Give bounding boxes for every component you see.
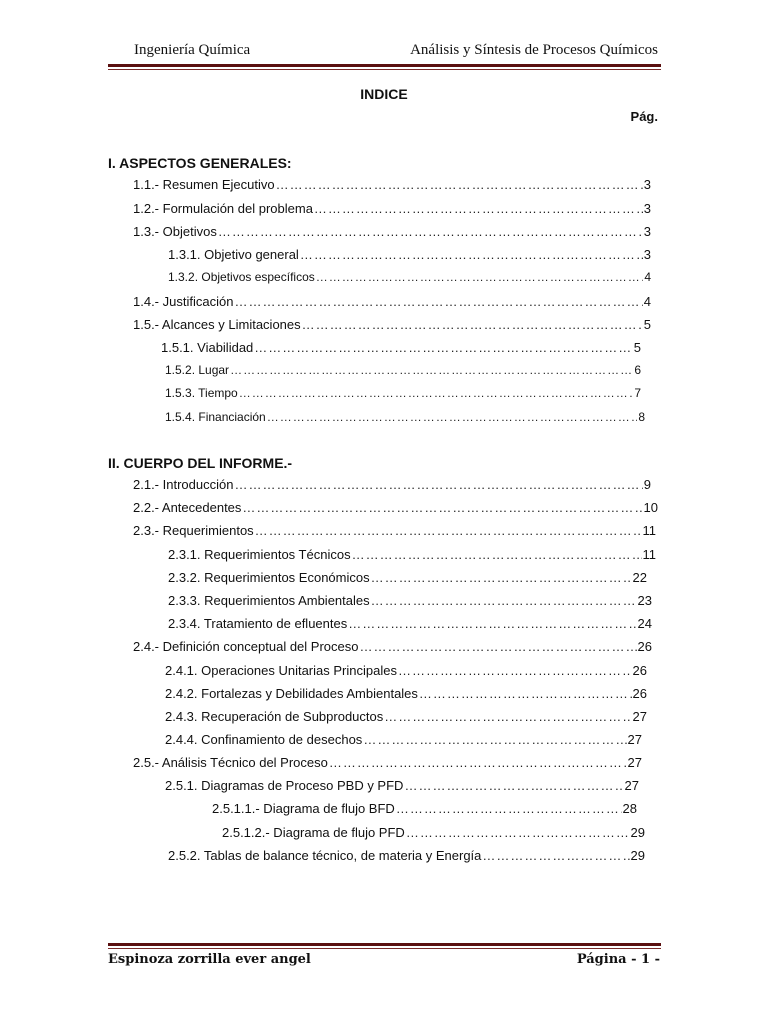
toc-leader <box>363 732 626 747</box>
toc-entry-label: 1.5.1. Viabilidad <box>161 340 254 355</box>
toc-entry[interactable] <box>161 340 641 360</box>
toc-entry-label: 1.5.4. Financiación <box>165 410 266 424</box>
toc-leader <box>316 270 644 284</box>
toc-entry[interactable] <box>168 848 645 868</box>
toc-entry[interactable] <box>133 523 656 543</box>
toc-leader <box>234 477 642 492</box>
toc-leader <box>302 317 643 332</box>
toc-entry-page: 3 <box>643 201 651 216</box>
footer-page-number: Página - 1 - <box>576 952 660 967</box>
toc-entry-label: 2.1.- Introducción <box>133 477 234 492</box>
toc-entry-label: 2.4.1. Operaciones Unitarias Principales <box>165 663 397 678</box>
toc-entry[interactable] <box>168 270 651 290</box>
toc-entry[interactable] <box>133 177 651 197</box>
toc-entry-page: 29 <box>630 825 645 840</box>
toc-entry-label: 2.5.1.2.- Diagrama de flujo PFD <box>222 825 405 840</box>
toc-entry-page: 24 <box>637 616 652 631</box>
toc-leader <box>384 709 631 724</box>
toc-entry-page: 10 <box>643 500 658 515</box>
toc-leader <box>406 825 630 840</box>
toc-entry[interactable] <box>133 755 642 775</box>
toc-entry[interactable] <box>133 224 651 244</box>
toc-leader <box>419 686 632 701</box>
toc-entry-label: 1.3.- Objetivos <box>133 224 217 239</box>
toc-entry-label: 2.3.4. Tratamiento de efluentes <box>168 616 348 631</box>
toc-entry[interactable] <box>165 363 641 383</box>
toc-leader <box>218 224 643 239</box>
toc-leader <box>482 848 629 863</box>
toc-leader <box>300 247 643 262</box>
toc-leader <box>314 201 643 216</box>
index-title: INDICE <box>360 86 408 102</box>
toc-entry-page: 3 <box>643 247 651 262</box>
toc-entry-label: 2.5.1.1.- Diagrama de flujo BFD <box>212 801 395 816</box>
page-header <box>134 42 658 62</box>
toc-leader <box>348 616 636 631</box>
header-right-text: Análisis y Síntesis de Procesos Químicos <box>410 42 658 58</box>
toc-entry[interactable] <box>168 616 652 636</box>
toc-entry-page: 9 <box>643 477 651 492</box>
toc-entry-label: 2.5.1. Diagramas de Proceso PBD y PFD <box>165 778 404 793</box>
toc-leader <box>254 340 632 355</box>
toc-entry-label: 2.5.- Análisis Técnico del Proceso <box>133 755 328 770</box>
toc-entry[interactable] <box>133 294 651 314</box>
toc-entry[interactable] <box>168 547 656 567</box>
toc-entry-page: 4 <box>643 294 651 309</box>
toc-entry-page: 11 <box>642 523 656 538</box>
footer-rule <box>108 943 661 946</box>
toc-entry-page: 26 <box>632 663 647 678</box>
toc-entry-label: 1.1.- Resumen Ejecutivo <box>133 177 275 192</box>
toc-entry-label: 2.3.1. Requerimientos Técnicos <box>168 547 351 562</box>
toc-entry-label: 1.3.1. Objetivo general <box>168 247 299 262</box>
toc-entry[interactable] <box>165 732 642 752</box>
toc-entry[interactable] <box>133 317 651 337</box>
toc-leader <box>329 755 627 770</box>
toc-entry-page: 3 <box>643 224 651 239</box>
toc-entry-page: 5 <box>633 340 641 355</box>
toc-entry-label: 2.4.3. Recuperación de Subproductos <box>165 709 384 724</box>
toc-leader <box>352 547 642 562</box>
toc-entry[interactable] <box>133 477 651 497</box>
toc-entry[interactable] <box>133 639 652 659</box>
toc-leader <box>371 570 632 585</box>
footer-author: Espinoza zorrilla ever angel <box>108 952 311 967</box>
toc-entry-page: 27 <box>627 755 642 770</box>
toc-leader <box>396 801 622 816</box>
toc-entry[interactable] <box>168 570 647 590</box>
toc-entry-label: 1.4.- Justificación <box>133 294 234 309</box>
toc-entry-label: 1.5.- Alcances y Limitaciones <box>133 317 301 332</box>
toc-entry-label: 2.3.2. Requerimientos Económicos <box>168 570 370 585</box>
toc-entry[interactable] <box>165 686 647 706</box>
toc-entry-page: 11 <box>642 547 656 562</box>
toc-entry[interactable] <box>168 247 651 267</box>
toc-leader <box>255 523 642 538</box>
toc-entry-label: 2.5.2. Tablas de balance técnico, de materia y Energía <box>168 848 482 863</box>
toc-entry-page: 26 <box>632 686 647 701</box>
toc-leader <box>404 778 623 793</box>
toc-entry-page: 27 <box>632 709 647 724</box>
toc-entry-page: 27 <box>624 778 639 793</box>
toc-entry-label: 2.4.- Definición conceptual del Proceso <box>133 639 359 654</box>
toc-entry-page: 7 <box>634 386 641 400</box>
toc-entry[interactable] <box>165 709 647 729</box>
toc-entry-label: 1.5.3. Tiempo <box>165 386 238 400</box>
toc-entry-label: 2.2.- Antecedentes <box>133 500 242 515</box>
toc-entry-page: 22 <box>632 570 647 585</box>
toc-leader <box>239 386 634 400</box>
toc-entry-page: 28 <box>622 801 637 816</box>
toc-entry-page: 6 <box>634 363 641 377</box>
toc-entry[interactable] <box>165 410 645 430</box>
toc-entry[interactable] <box>133 201 651 221</box>
toc-leader <box>267 410 638 424</box>
toc-leader <box>359 639 636 654</box>
page-column-label: Pág. <box>630 109 658 124</box>
footer-rule-thin <box>108 948 661 949</box>
toc-entry-page: 8 <box>638 410 645 424</box>
section-heading-1: I. ASPECTOS GENERALES: <box>108 155 292 171</box>
toc-entry-page: 5 <box>643 317 651 332</box>
toc-leader <box>230 363 633 377</box>
toc-entry-page: 27 <box>627 732 642 747</box>
toc-entry[interactable] <box>165 663 647 683</box>
toc-leader <box>234 294 642 309</box>
toc-entry-page: 23 <box>637 593 652 608</box>
toc-entry-page: 29 <box>630 848 645 863</box>
toc-entry[interactable] <box>165 778 639 798</box>
header-rule-thin <box>108 69 661 70</box>
toc-leader <box>242 500 642 515</box>
toc-entry[interactable] <box>212 801 637 821</box>
toc-entry[interactable] <box>133 500 658 520</box>
header-left-text: Ingeniería Química <box>134 42 251 58</box>
toc-leader <box>276 177 643 192</box>
toc-leader <box>398 663 632 678</box>
toc-entry-page: 3 <box>643 177 651 192</box>
toc-entry-label: 1.2.- Formulación del problema <box>133 201 313 216</box>
toc-entry-label: 1.3.2. Objetivos específicos <box>168 270 315 284</box>
toc-entry-label: 2.3.- Requerimientos <box>133 523 254 538</box>
toc-entry-page: 26 <box>637 639 652 654</box>
toc-leader <box>371 593 637 608</box>
toc-entry-page: 4 <box>644 270 651 284</box>
toc-entry-label: 2.3.3. Requerimientos Ambientales <box>168 593 370 608</box>
header-rule <box>108 64 661 67</box>
toc-entry-label: 2.4.4. Confinamiento de desechos <box>165 732 363 747</box>
toc-entry-label: 2.4.2. Fortalezas y Debilidades Ambientales <box>165 686 418 701</box>
toc-entry[interactable] <box>222 825 645 845</box>
toc-entry[interactable] <box>168 593 652 613</box>
section-heading-2: II. CUERPO DEL INFORME.- <box>108 455 293 471</box>
toc-entry[interactable] <box>165 386 641 406</box>
toc-entry-label: 1.5.2. Lugar <box>165 363 230 377</box>
